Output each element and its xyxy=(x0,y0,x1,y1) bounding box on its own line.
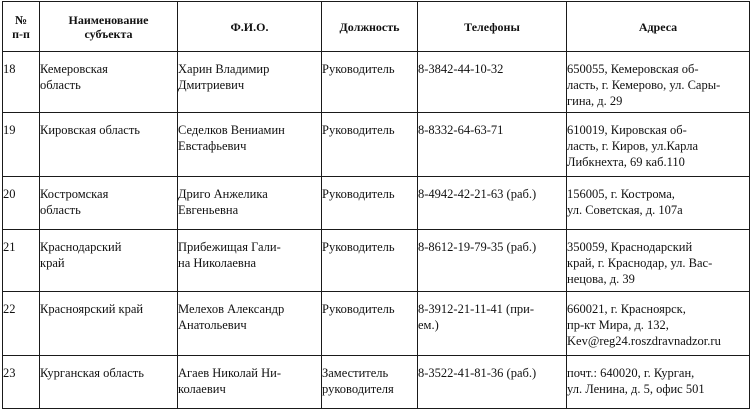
row-phone: 8-4942-42-21-63 (раб.) xyxy=(418,177,567,230)
row-fio: Дриго Анжелика Евгеньевна xyxy=(178,177,322,230)
row-position: Руководитель xyxy=(322,113,418,177)
row-fio: Прибежищая Гали- на Николаевна xyxy=(178,230,322,292)
row-subject: Кировская область xyxy=(40,113,178,177)
row-address: 156005, г. Кострома, ул. Советская, д. 107а xyxy=(567,177,750,230)
row-num: 20 xyxy=(3,177,40,230)
table-row xyxy=(3,230,750,292)
header-subject: Наименование субъекта xyxy=(40,2,178,52)
header-num: № п-п xyxy=(3,2,40,52)
header-address: Адреса xyxy=(567,2,750,52)
row-fio: Агаев Николай Ни- колаевич xyxy=(178,356,322,409)
table-row xyxy=(3,177,750,230)
row-fio: Седелков Вениамин Евстафьевич xyxy=(178,113,322,177)
row-subject: Кемеровская область xyxy=(40,52,178,113)
row-phone: 8-3912-21-11-41 (при- ем.) xyxy=(418,292,567,356)
row-address: 350059, Краснодарский край, г. Краснодар, ул. Вас- нецова, д. 39 xyxy=(567,230,750,292)
header-fio: Ф.И.О. xyxy=(178,2,322,52)
row-num: 23 xyxy=(3,356,40,409)
row-position: Руководитель xyxy=(322,52,418,113)
row-address: 650055, Кемеровская об- ласть, г. Кемерово, ул. Сары- гина, д. 29 xyxy=(567,52,750,113)
row-fio: Харин Владимир Дмитриевич xyxy=(178,52,322,113)
row-subject: Курганская область xyxy=(40,356,178,409)
row-subject: Красноярский край xyxy=(40,292,178,356)
table-row xyxy=(3,113,750,177)
header-position: Должность xyxy=(322,2,418,52)
row-address: 660021, г. Красноярск, пр-кт Мира, д. 132, Kev@reg24.roszdravnadzor.ru xyxy=(567,292,750,356)
table-header-row xyxy=(3,2,750,52)
row-address: 610019, Кировская об- ласть, г. Киров, ул.Карла Либкнехта, 69 каб.110 xyxy=(567,113,750,177)
row-num: 18 xyxy=(3,52,40,113)
header-phones: Телефоны xyxy=(418,2,567,52)
row-num: 21 xyxy=(3,230,40,292)
row-position: Заместитель руководителя xyxy=(322,356,418,409)
row-subject: Краснодарский край xyxy=(40,230,178,292)
row-phone: 8-3842-44-10-32 xyxy=(418,52,567,113)
table-row xyxy=(3,52,750,113)
row-position: Руководитель xyxy=(322,230,418,292)
table-row xyxy=(3,356,750,409)
row-phone: 8-8332-64-63-71 xyxy=(418,113,567,177)
row-num: 22 xyxy=(3,292,40,356)
row-address: почт.: 640020, г. Курган, ул. Ленина, д. 5, офис 501 xyxy=(567,356,750,409)
row-position: Руководитель xyxy=(322,177,418,230)
contacts-table xyxy=(2,1,750,409)
row-num: 19 xyxy=(3,113,40,177)
table-row xyxy=(3,292,750,356)
row-fio: Мелехов Александр Анатольевич xyxy=(178,292,322,356)
row-position: Руководитель xyxy=(322,292,418,356)
row-phone: 8-8612-19-79-35 (раб.) xyxy=(418,230,567,292)
row-subject: Костромская область xyxy=(40,177,178,230)
row-phone: 8-3522-41-81-36 (раб.) xyxy=(418,356,567,409)
